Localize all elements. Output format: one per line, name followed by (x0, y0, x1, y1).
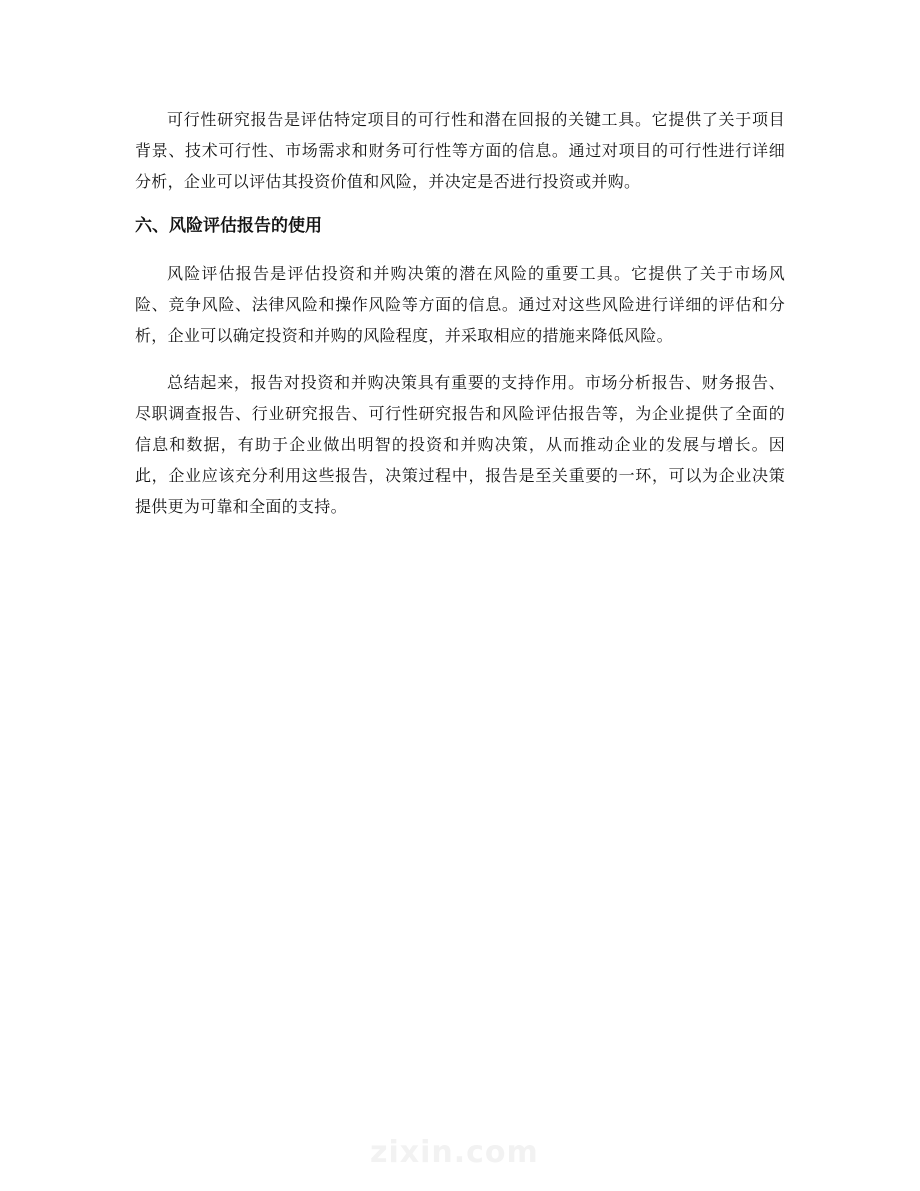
watermark-text: zixin.com (370, 1135, 539, 1170)
paragraph-risk-assessment: 风险评估报告是评估投资和并购决策的潜在风险的重要工具。它提供了关于市场风险、竞争风险、法律风险和操作风险等方面的信息。通过对这些风险进行详细的评估和分析，企业可以确定投资和并购的风险程度，并采取相应的措施来降低风险。 (135, 264, 785, 345)
paragraph-feasibility-report: 可行性研究报告是评估特定项目的可行性和潜在回报的关键工具。它提供了关于项目背景、技术可行性、市场需求和财务可行性等方面的信息。通过对项目的可行性进行详细分析，企业可以评估其投资价值和风险，并决定是否进行投资或并购。 (135, 110, 785, 191)
section-heading-risk-assessment: 六、风险评估报告的使用 (135, 216, 322, 236)
paragraph-summary: 总结起来，报告对投资和并购决策具有重要的支持作用。市场分析报告、财务报告、尽职调查报告、行业研究报告、可行性研究报告和风险评估报告等，为企业提供了全面的信息和数据，有助于企业做出明智的投资和并购决策，从而推动企业的发展与增长。因此，企业应该充分利用这些报告，决策过程中，报告是至关重要的一环，可以为企业决策提供更为可靠和全面的支持。 (135, 373, 785, 516)
document-body (135, 104, 785, 522)
